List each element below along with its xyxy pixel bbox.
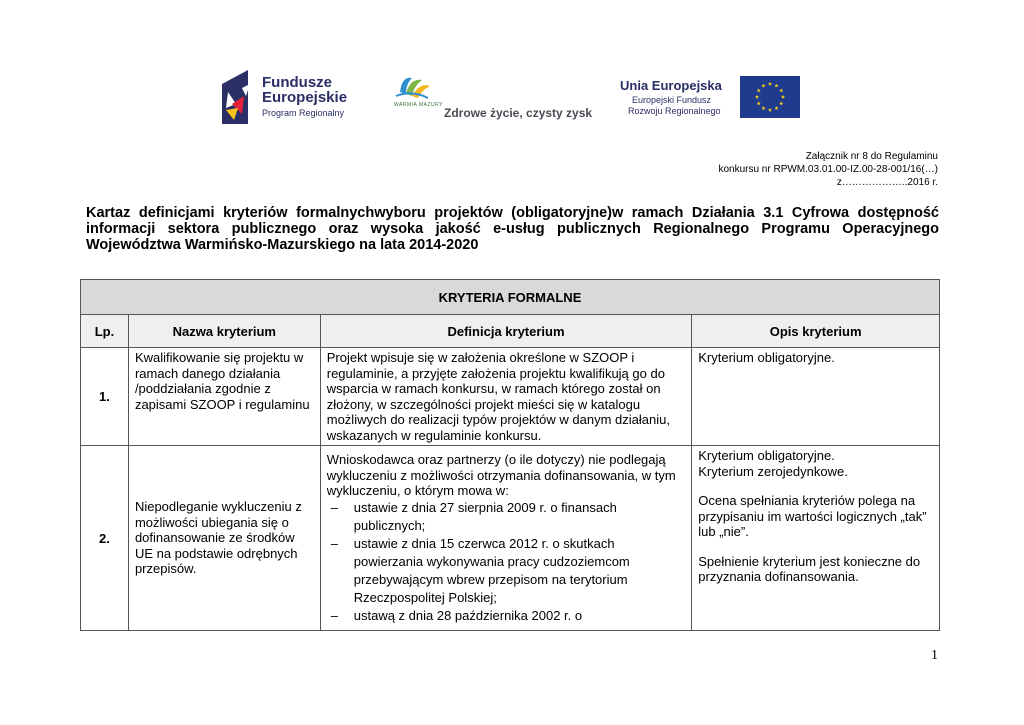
- table-row: [81, 446, 940, 631]
- ue-logo-line1: Unia Europejska: [620, 78, 722, 93]
- definition-list: [327, 499, 686, 625]
- table-main-header: KRYTERIA FORMALNE: [81, 280, 940, 315]
- table-main-header-row: [81, 280, 940, 315]
- page-number: 1: [931, 648, 938, 663]
- definition-intro: Wnioskodawca oraz partnerzy (o ile dotyczy) nie podlegają wykluczeniu z możliwości otrzymania dofinansowania, w tym wykluczeniu, o którym mowa w:: [326, 452, 676, 498]
- row-number: 2.: [81, 446, 129, 631]
- criterion-name: Kwalifikowanie się projektu w ramach danego działania /poddziałania zgodnie z zapisami SZOOP i regulaminu: [128, 348, 320, 446]
- fundusze-logo-line3: Program Regionalny: [262, 108, 345, 118]
- criterion-definition: [320, 446, 692, 631]
- description-line: Kryterium zerojedynkowe.: [698, 463, 848, 479]
- criterion-name: Niepodleganie wykluczeniu z możliwości ubiegania się o dofinansowanie ze środków UE na podstawie odrębnych przepisów.: [128, 446, 320, 631]
- warmia-slogan: Zdrowe życie, czysty zysk: [444, 106, 593, 120]
- annex-line3: z………………..2016 r.: [836, 177, 938, 188]
- fundusze-europejskie-logo: [222, 70, 362, 124]
- table-column-header-row: [81, 315, 940, 348]
- ue-logo-line2: Europejski Fundusz: [632, 95, 712, 105]
- eu-flag-icon: [740, 76, 800, 118]
- criterion-definition: Projekt wpisuje się w założenia określone w SZOOP i regulaminie, a przyjęte założenia projektu kwalifikują go do wsparcia w ramach konkursu, w ramach którego został on złożony, w szczególności projekt mieści się w katalogu możliwych do realizacji typów projektów w danym działaniu, wskazanych w regulaminie konkursu.: [320, 348, 692, 446]
- annex-info: [718, 150, 938, 189]
- document-title: Kartaz definicjami kryteriów formalnychwyboru projektów (obligatoryjne)w ramach Działania 3.1 Cyfrowa dostępność informacji sektora publicznego oraz wysoka jakość e-usług publicznych Regionalnego Programu Operacyjnego Województwa Warmińsko-Mazurskiego na lata 2014-2020: [86, 205, 939, 253]
- description-paragraph: Spełnienie kryterium jest konieczne do przyznania dofinansowania.: [698, 553, 921, 584]
- unia-europejska-logo: [620, 74, 802, 120]
- warmia-mazury-logo: [392, 72, 592, 124]
- definition-list-item: – ustawie z dnia 27 sierpnia 2009 r. o finansach publicznych;: [327, 499, 686, 535]
- column-header-definition: Definicja kryterium: [320, 315, 692, 348]
- column-header-name: Nazwa kryterium: [128, 315, 320, 348]
- fundusze-logo-line2: Europejskie: [262, 89, 348, 106]
- fundusze-logo-line1: Fundusze: [262, 74, 332, 91]
- annex-line2: konkursu nr RPWM.03.01.00-IZ.00-28-001/16(…): [718, 164, 938, 175]
- table-row: [81, 348, 940, 446]
- criterion-description: [692, 446, 940, 631]
- definition-list-item: – ustawie z dnia 15 czerwca 2012 r. o skutkach powierzania wykonywania pracy cudzoziemcom przebywającym wbrew przepisom na terytorium Rzeczpospolitej Polskiej;: [327, 535, 686, 607]
- column-header-description: Opis kryterium: [692, 315, 940, 348]
- warmia-mazury-wordmark: WARMIA MAZURY: [394, 102, 444, 108]
- definition-list-item: – ustawą z dnia 28 października 2002 r. o: [327, 607, 686, 625]
- column-header-lp: Lp.: [81, 315, 129, 348]
- fundusze-europejskie-emblem-icon: [222, 70, 256, 124]
- criteria-table: [80, 279, 940, 631]
- description-paragraph: Ocena spełniania kryteriów polega na przypisaniu im wartości logicznych „tak” lub „nie”.: [698, 493, 927, 539]
- description-line: Kryterium obligatoryjne.: [698, 448, 835, 463]
- criterion-description: Kryterium obligatoryjne.: [692, 348, 940, 446]
- row-number: 1.: [81, 348, 129, 446]
- ue-logo-line3: Rozwoju Regionalnego: [628, 106, 721, 116]
- annex-line1: Załącznik nr 8 do Regulaminu: [805, 151, 938, 162]
- warmia-mazury-emblem-icon: [392, 72, 434, 102]
